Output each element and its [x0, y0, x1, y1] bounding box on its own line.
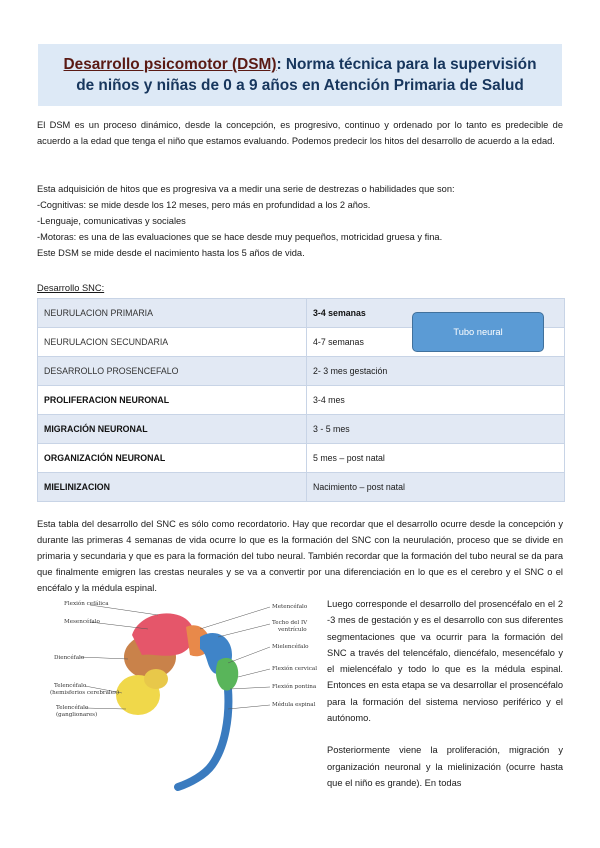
section-subtitle: Desarrollo SNC:: [37, 283, 105, 293]
stage-cell: DESARROLLO PROSENCEFALO: [38, 357, 307, 386]
table-row: [38, 444, 565, 473]
table-row: [38, 386, 565, 415]
label-flexion-cervical: Flexión cervical: [272, 666, 317, 672]
skills-intro: Esta adquisición de hitos que es progresiva va a medir una serie de destrezas o habilidades que son:: [37, 184, 455, 194]
time-cell: 5 mes – post natal: [307, 444, 565, 473]
label-metencefalo: Metencéfalo: [272, 604, 308, 610]
label-hemisferios: (hemisferios cerebrales): [50, 690, 120, 696]
stage-cell: NEURULACION SECUNDARIA: [38, 328, 307, 357]
intro-paragraph: El DSM es un proceso dinámico, desde la concepción, es progresivo, continuo y ordenado por lo tanto es predecible de acuerdo a la edad que tenga el niño que estamos evaluando. Podemos predecir los hitos del desarrollo de acuerdo a la edad.: [37, 120, 563, 146]
label-ganglionares: (ganglionares): [56, 712, 98, 718]
prosencephalon-paragraph: Luego corresponde el desarrollo del prosencéfalo en el 2 -3 mes de gestación y es el desarrollo con sus diferentes segmentaciones que va ocurrir para la formación del SNC a través del telencéfalo, diencéfalo, mesencéfalo y el mielencéfalo y todo lo que es la médula espinal. Entonces en esta etapa se va desarrollar el prosencéfalo para la formación del sistema nervioso periférico y el autónomo.: [327, 599, 563, 724]
bullet-motor: -Motoras: es una de las evaluaciones que se hace desde muy pequeños, motricidad gruesa y fina.: [37, 232, 443, 242]
title-rest: : Norma técnica para la supervisión: [276, 56, 537, 73]
time-cell: Nacimiento – post natal: [307, 473, 565, 502]
time-cell: 2- 3 mes gestación: [307, 357, 565, 386]
stage-cell: ORGANIZACIÓN NEURONAL: [38, 444, 307, 473]
label-medula-espinal: Médula espinal: [272, 702, 316, 708]
time-cell: 3-4 mes: [307, 386, 565, 415]
label-telencefalo: Telencéfalo: [54, 683, 87, 689]
stage-cell: MIGRACIÓN NEURONAL: [38, 415, 307, 444]
bullet-language: -Lenguaje, comunicativas y sociales: [37, 216, 186, 226]
stage-cell: MIELINIZACION: [38, 473, 307, 502]
time-cell: 3-4 semanas: [307, 299, 565, 328]
bullet-cognitive: -Cognitivas: se mide desde los 12 meses, pero más en profundidad a los 2 años.: [37, 200, 371, 210]
table-row: [38, 415, 565, 444]
table-row: [38, 473, 565, 502]
dsm-age-range: Este DSM se mide desde el nacimiento hasta los 5 años de vida.: [37, 248, 305, 258]
label-mielencefalo: Mielencéfalo: [272, 644, 309, 650]
proliferation-paragraph: Posteriormente viene la proliferación, migración y organización neuronal y la mielinización (ocurre hasta que el niño es grande). En todas: [327, 745, 563, 788]
mesencephalon-shape: [132, 613, 194, 655]
document-title: [38, 44, 562, 106]
spinal-cord-shape: [178, 689, 228, 787]
time-cell: 4-7 semanas: [307, 328, 565, 357]
label-flexion-pontina: Flexión pontina: [272, 684, 317, 690]
table-row: [38, 357, 565, 386]
title-line-1: [64, 54, 537, 75]
label-techo-iv: Techo del IV: [272, 620, 308, 626]
neural-tube-callout: Tubo neural: [412, 312, 544, 352]
right-column-text: [327, 596, 563, 791]
table-explanation-paragraph: Esta tabla del desarrollo del SNC es sólo como recordatorio. Hay que recordar que el desarrollo ocurre desde la concepción y durante las primeras 4 semanas de vida ocurre lo que es la formación del SNC con la neurulación, proceso que se divide en primaria y secundaria y que es para la formación del tubo neural. También recordar que la formación del tubo neural se da para que finalmente emigren las crestas neurales y se va a convertir por una diferenciación en lo que es el cerebro y el SNC o el encéfalo y la médula espinal.: [37, 519, 563, 593]
time-cell: 3 - 5 mes: [307, 415, 565, 444]
embryonic-brain-diagram: [50, 597, 345, 792]
label-flexion-cefalica: Flexión cefálica: [64, 601, 109, 607]
title-line-2: de niños y niñas de 0 a 9 años en Atención Primaria de Salud: [76, 77, 524, 94]
label-telencefalo-2: Telencéfalo: [56, 705, 89, 711]
label-diencefalo: Diencéfalo: [54, 655, 85, 661]
title-underlined: Desarrollo psicomotor (DSM): [63, 56, 277, 73]
label-mesencefalo: Mesencéfalo: [64, 619, 100, 625]
stage-cell: PROLIFERACION NEURONAL: [38, 386, 307, 415]
myelencephalon-shape: [216, 658, 238, 691]
label-ventriculo: ventrículo: [278, 627, 307, 633]
telencephalon-lobe-shape: [144, 669, 168, 689]
stage-cell: NEURULACION PRIMARIA: [38, 299, 307, 328]
